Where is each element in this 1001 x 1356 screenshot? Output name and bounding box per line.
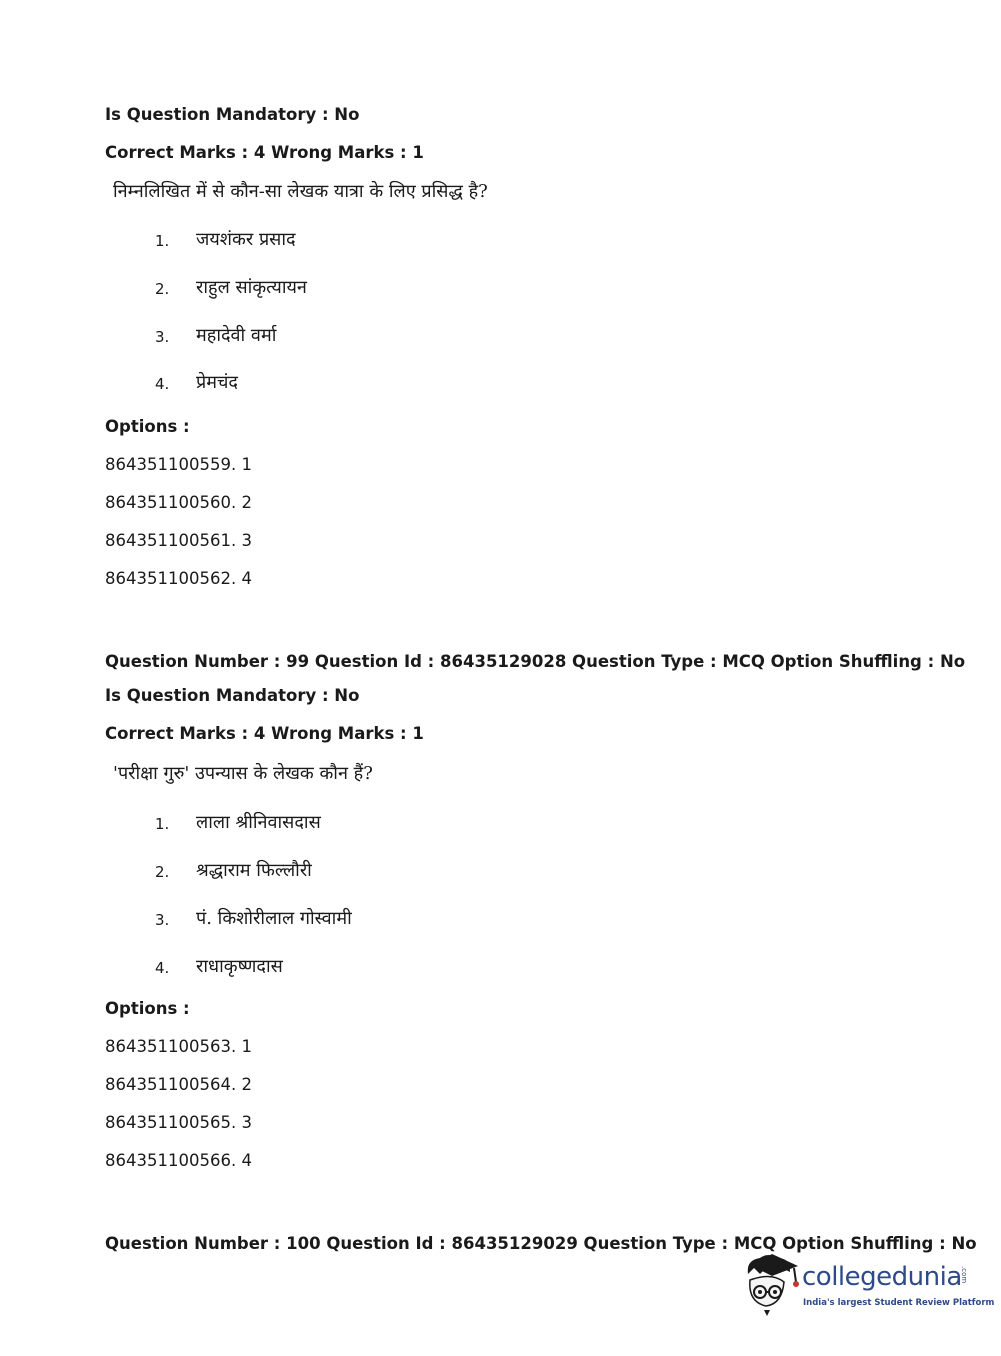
q98-choice-2-text: राहुल सांकृत्यायन	[196, 277, 307, 298]
q98-option-4: 864351100562. 4	[105, 569, 252, 588]
q98-choice-4-number: 4.	[155, 375, 170, 393]
q98-choice-3-text: महादेवी वर्मा	[196, 325, 277, 346]
q98-options-label: Options :	[105, 417, 190, 436]
q98-question-text: निम्नलिखित में से कौन-सा लेखक यात्रा के लिए प्रसिद्ध है?	[113, 181, 488, 202]
q99-question-text: 'परीक्षा गुरु' उपन्यास के लेखक कौन हैं?	[113, 763, 373, 784]
q99-choice-3-number: 3.	[155, 911, 170, 929]
q98-option-2: 864351100560. 2	[105, 493, 252, 512]
q98-choice-2-number: 2.	[155, 280, 170, 298]
q99-mandatory: Is Question Mandatory : No	[105, 686, 360, 705]
collegedunia-logo	[742, 1252, 995, 1318]
q98-choice-1-text: जयशंकर प्रसाद	[196, 229, 296, 250]
q98-choice-1-number: 1.	[155, 232, 170, 250]
q99-option-4: 864351100566. 4	[105, 1151, 252, 1170]
q98-choice-4-text: प्रेमचंद	[196, 372, 238, 393]
q99-choice-2-text: श्रद्धाराम फिल्लौरी	[196, 860, 312, 881]
logo-wordmark: collegedunia	[802, 1262, 962, 1292]
q98-marks: Correct Marks : 4 Wrong Marks : 1	[105, 143, 424, 162]
q99-choice-3-text: पं. किशोरीलाल गोस्वामी	[196, 908, 352, 929]
q98-option-1: 864351100559. 1	[105, 455, 252, 474]
q98-option-3: 864351100561. 3	[105, 531, 252, 550]
q99-option-3: 864351100565. 3	[105, 1113, 252, 1132]
q99-options-label: Options :	[105, 999, 190, 1018]
q99-option-1: 864351100563. 1	[105, 1037, 252, 1056]
q99-choice-2-number: 2.	[155, 863, 170, 881]
q100-header: Question Number : 100 Question Id : 86435129029 Question Type : MCQ Option Shuffling : No	[105, 1234, 977, 1253]
q99-option-2: 864351100564. 2	[105, 1075, 252, 1094]
q99-header: Question Number : 99 Question Id : 86435129028 Question Type : MCQ Option Shuffling : No	[105, 652, 966, 671]
q99-choice-1-text: लाला श्रीनिवासदास	[196, 812, 321, 833]
logo-tagline: India's largest Student Review Platform	[803, 1298, 995, 1308]
q99-choice-4-number: 4.	[155, 959, 170, 977]
mascot-icon	[742, 1252, 802, 1318]
q99-marks: Correct Marks : 4 Wrong Marks : 1	[105, 724, 424, 743]
q99-choice-4-text: राधाकृष्णदास	[196, 956, 283, 977]
logo-domain-suffix: .com	[960, 1266, 968, 1284]
q98-choice-3-number: 3.	[155, 328, 170, 346]
q98-mandatory: Is Question Mandatory : No	[105, 105, 360, 124]
q99-choice-1-number: 1.	[155, 815, 170, 833]
